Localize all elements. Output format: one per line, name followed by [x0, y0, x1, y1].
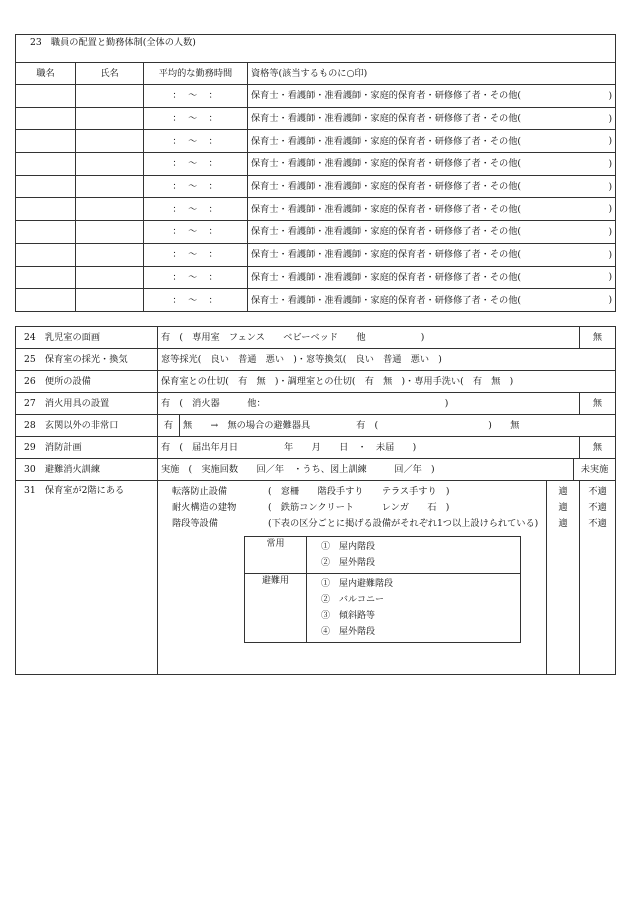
stairs-normal-item: ② 屋外階段 [321, 558, 376, 568]
staff-row [16, 221, 616, 244]
job-title-cell[interactable] [16, 107, 76, 130]
staff-name-cell[interactable] [76, 85, 144, 108]
row-28 [16, 415, 616, 437]
header-name: 氏名 [76, 63, 144, 85]
suitable-2: 適 [558, 502, 568, 513]
staff-row [16, 85, 616, 108]
stairs-evac-item: ③ 傾斜路等 [321, 611, 376, 621]
job-title-cell[interactable] [16, 221, 76, 244]
staff-row [16, 266, 616, 289]
suitable-3: 適 [558, 518, 568, 529]
qualification-close-paren: ) [608, 135, 613, 147]
unsuitable-1: 不適 [588, 486, 607, 497]
label-29: 29 消防計画 [16, 437, 158, 459]
job-title-cell[interactable] [16, 153, 76, 176]
header-qualification: 資格等(該当するものに○印) [248, 63, 616, 85]
work-hours-cell[interactable]: ： 〜 ： [144, 85, 248, 108]
staff-row [16, 175, 616, 198]
stairs-normal-label: 常用 [245, 537, 307, 574]
stairs-normal-item: ① 屋内階段 [321, 542, 376, 552]
qualification-close-paren: ) [608, 294, 613, 306]
work-hours-cell[interactable]: ： 〜 ： [144, 107, 248, 130]
qualification-options: 保育士・看護師・准看護師・家庭的保育者・研修修了者・その他( [251, 113, 522, 125]
stairs-evac-label: 避難用 [245, 574, 307, 643]
qualification-close-paren: ) [608, 90, 613, 102]
qualification-close-paren: ) [608, 226, 613, 238]
row-30 [16, 459, 616, 481]
work-hours-cell[interactable]: ： 〜 ： [144, 198, 248, 221]
staff-name-cell[interactable] [76, 107, 144, 130]
row-29 [16, 437, 616, 459]
qualification-close-paren: ) [608, 203, 613, 215]
staff-name-cell[interactable] [76, 289, 144, 312]
staff-row [16, 130, 616, 153]
suitable-1: 適 [558, 486, 568, 497]
stairs-detail: (下表の区分ごとに掲げる設備がそれぞれ1つ以上設けられている) [268, 518, 539, 529]
job-title-cell[interactable] [16, 289, 76, 312]
staff-section-title: 23 職員の配置と勤務体制(全体の人数) [16, 35, 616, 63]
qualification-cell[interactable] [248, 130, 616, 153]
stairs-normal-row [245, 537, 521, 574]
label-27: 27 消火用具の設置 [16, 393, 158, 415]
staff-table [15, 34, 616, 312]
qualification-cell[interactable] [248, 107, 616, 130]
unsuitable-2: 不適 [588, 502, 607, 513]
row-25 [16, 349, 616, 371]
content-26: 保育室との仕切( 有 無 )・調理室との仕切( 有 無 )・専用手洗い( 有 無 ) [158, 371, 616, 393]
content-27: 有 ( 消火器 他： ) [158, 393, 580, 415]
qualification-cell[interactable] [248, 289, 616, 312]
qualification-options: 保育士・看護師・准看護師・家庭的保育者・研修修了者・その他( [251, 90, 522, 102]
stairs-evac-item: ② バルコニー [321, 595, 385, 605]
job-title-cell[interactable] [16, 266, 76, 289]
staff-name-cell[interactable] [76, 221, 144, 244]
qualification-options: 保育士・看護師・准看護師・家庭的保育者・研修修了者・その他( [251, 294, 522, 306]
yes-28: 有 [158, 415, 180, 437]
staff-row [16, 198, 616, 221]
qualification-options: 保育士・看護師・准看護師・家庭的保育者・研修修了者・その他( [251, 135, 522, 147]
qualification-close-paren: ) [608, 271, 613, 283]
stairs-normal-list [307, 537, 521, 574]
label-26: 26 便所の設備 [16, 371, 158, 393]
qualification-options: 保育士・看護師・准看護師・家庭的保育者・研修修了者・その他( [251, 158, 522, 170]
suitable-col-31 [547, 481, 580, 675]
qualification-close-paren: ) [608, 113, 613, 125]
row-24 [16, 327, 616, 349]
not-done-30: 未実施 [574, 459, 616, 481]
qualification-cell[interactable] [248, 85, 616, 108]
qualification-close-paren: ) [608, 181, 613, 193]
content-24: 有 ( 専用室 フェンス ベビーベッド 他 ) [158, 327, 580, 349]
staff-row [16, 243, 616, 266]
qualification-close-paren: ) [608, 249, 613, 261]
staff-name-cell[interactable] [76, 130, 144, 153]
none-24: 無 [580, 327, 616, 349]
qualification-cell[interactable] [248, 221, 616, 244]
label-25: 25 保育室の採光・換気 [16, 349, 158, 371]
staff-header-row [16, 63, 616, 85]
fireproof-detail: ( 鉄筋コンクリート レンガ 石 ) [268, 502, 450, 514]
job-title-cell[interactable] [16, 130, 76, 153]
label-24: 24 乳児室の面画 [16, 327, 158, 349]
qualification-cell[interactable] [248, 266, 616, 289]
label-31: 31 保育室が2階にある [16, 481, 158, 675]
staff-row [16, 107, 616, 130]
content-25: 窓等採光( 良い 普通 悪い )・窓等換気( 良い 普通 悪い ) [158, 349, 616, 371]
facility-table [15, 326, 616, 675]
stairs-table [244, 536, 521, 643]
unsuitable-col-31 [580, 481, 616, 675]
header-work-hours: 平均的な勤務時間 [144, 63, 248, 85]
qualification-options: 保育士・看護師・准看護師・家庭的保育者・研修修了者・その他( [251, 271, 522, 283]
work-hours-cell[interactable]: ： 〜 ： [144, 266, 248, 289]
staff-name-cell[interactable] [76, 153, 144, 176]
stairs-evac-item: ① 屋内避難階段 [321, 579, 394, 589]
fireproof-line [172, 500, 540, 516]
header-job-title: 職名 [16, 63, 76, 85]
stairs-evac-list [307, 574, 521, 643]
staff-row [16, 153, 616, 176]
qualification-options: 保育士・看護師・准看護師・家庭的保育者・研修修了者・その他( [251, 181, 522, 193]
staff-name-cell[interactable] [76, 243, 144, 266]
content-31 [158, 481, 547, 675]
work-hours-cell[interactable]: ： 〜 ： [144, 153, 248, 176]
work-hours-cell[interactable]: ： 〜 ： [144, 289, 248, 312]
staff-name-cell[interactable] [76, 266, 144, 289]
qualification-cell[interactable] [248, 198, 616, 221]
work-hours-cell[interactable]: ： 〜 ： [144, 130, 248, 153]
stairs-name: 階段等設備 [172, 518, 218, 529]
qualification-options: 保育士・看護師・准看護師・家庭的保育者・研修修了者・その他( [251, 226, 522, 238]
fall-prevention-line [172, 484, 540, 500]
staff-row [16, 289, 616, 312]
qualification-options: 保育士・看護師・准看護師・家庭的保育者・研修修了者・その他( [251, 249, 522, 261]
fall-prevention-name: 転落防止設備 [172, 486, 228, 498]
content-29: 有 ( 届出年月日 年 月 日 ・ 未届 ) [158, 437, 580, 459]
label-30: 30 避難消火訓練 [16, 459, 158, 481]
job-title-cell[interactable] [16, 243, 76, 266]
qualification-close-paren: ) [608, 158, 613, 170]
content-30: 実施 ( 実施回数 回／年 ・うち、図上訓練 回／年 ) [158, 459, 574, 481]
unsuitable-3: 不適 [588, 518, 607, 529]
staff-rows [16, 85, 616, 312]
qualification-cell[interactable] [248, 153, 616, 176]
fall-prevention-detail: ( 窓柵 階段手すり テラス手すり ) [268, 486, 450, 498]
stairs-evac-row [245, 574, 521, 643]
qualification-cell[interactable] [248, 175, 616, 198]
stairs-line [172, 516, 540, 532]
none-27: 無 [580, 393, 616, 415]
staff-name-cell[interactable] [76, 198, 144, 221]
staff-name-cell[interactable] [76, 175, 144, 198]
none-29: 無 [580, 437, 616, 459]
fireproof-name: 耐火構造の建物 [172, 502, 237, 514]
row-31 [16, 481, 616, 675]
qualification-options: 保育士・看護師・准看護師・家庭的保育者・研修修了者・その他( [251, 203, 522, 215]
stairs-evac-item: ④ 屋外階段 [321, 627, 376, 637]
job-title-cell[interactable] [16, 198, 76, 221]
content-28: 無 → 無の場合の避難器具 有 ( ) 無 [180, 415, 616, 437]
job-title-cell[interactable] [16, 85, 76, 108]
label-28: 28 玄関以外の非常口 [16, 415, 158, 437]
work-hours-cell[interactable]: ： 〜 ： [144, 221, 248, 244]
qualification-cell[interactable] [248, 243, 616, 266]
row-26 [16, 371, 616, 393]
work-hours-cell[interactable]: ： 〜 ： [144, 175, 248, 198]
work-hours-cell[interactable]: ： 〜 ： [144, 243, 248, 266]
job-title-cell[interactable] [16, 175, 76, 198]
row-27 [16, 393, 616, 415]
